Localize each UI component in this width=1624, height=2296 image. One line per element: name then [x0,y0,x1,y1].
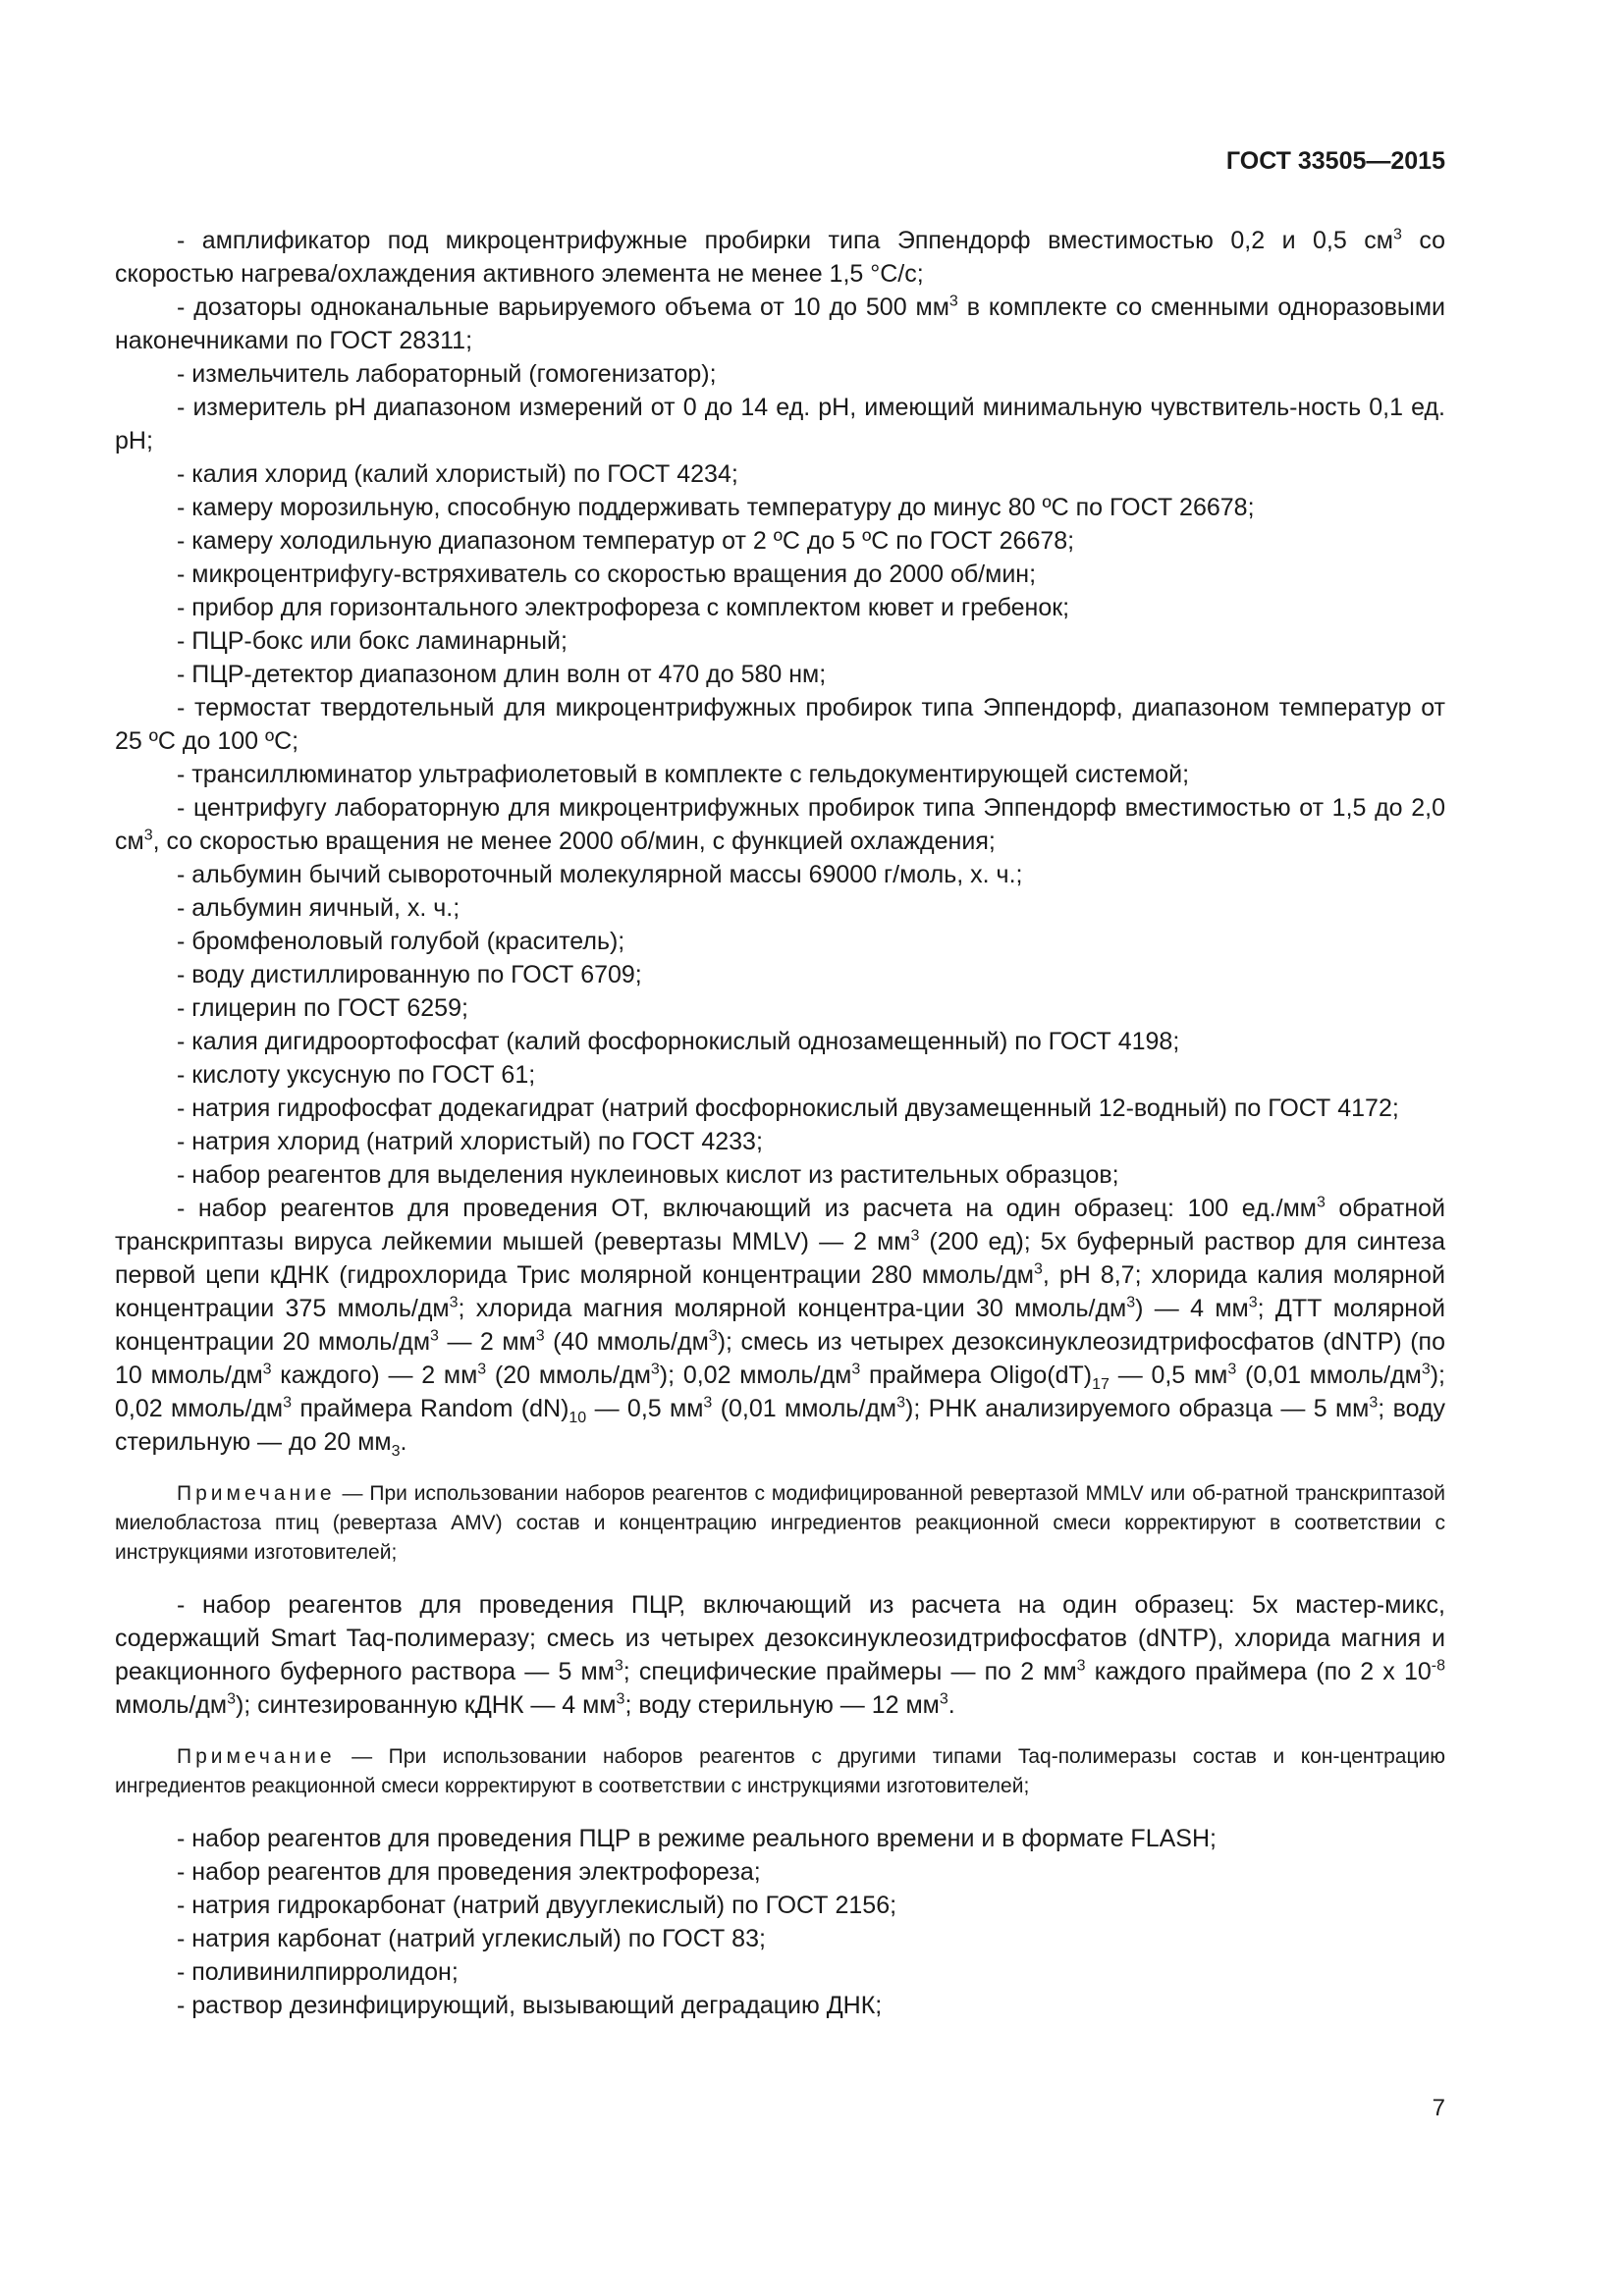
list-item: - набор реагентов для выделения нуклеиновых кислот из растительных образцов; [177,1161,1119,1189]
list-item: - бромфеноловый голубой (краситель); [177,928,625,955]
page-content [115,224,1445,2022]
document-header: ГОСТ 33505—2015 [1225,147,1445,175]
list-item: - камеру морозильную, способную поддерживать температуру до минус 80 ºС по ГОСТ 26678; [177,494,1255,521]
list-item: - амплификатор под микроцентрифужные пробирки типа Эппендорф вместимостью 0,2 и 0,5 $см^3$ со скоростью нагрева/охлаждения активного элемента не менее 1,5 °С/с; [115,226,1445,288]
list-item: - трансиллюминатор ультрафиолетовый в комплекте с гельдокументирующей системой; [177,761,1190,788]
list-item: - дозаторы одноканальные варьируемого объема от 10 до 500 $мм^3$ в комплекте со сменными одноразовыми наконечниками по ГОСТ 28311; [115,293,1445,354]
note-label: Примечание [177,1745,336,1768]
note-label: Примечание [177,1482,336,1505]
list-item: - камеру холодильную диапазоном температур от 2 ºС до 5 ºС по ГОСТ 26678; [177,527,1075,555]
list-item: - набор реагентов для проведения ОТ, включающий из расчета на один образец: 100 $ед./мм^3$ обратной транскриптазы вируса лейкемии мышей (ревертазы MMLV) — 2 $мм^3$ (200 ед); 5х буферный раствор для синтеза первой цепи кДНК (гидрохлорида Трис молярной концентрации 280 ммоль/$дм^3$, рН 8,7; хлорида калия молярной концентрации 375 ммоль/$дм^3$; хлорида магния молярной концентра-ции 30 ммоль/$дм^3$) — 4 $мм^3$; ДТТ молярной концентрации 20 ммоль/$дм^3$ — 2 $мм^3$ (40 ммоль/$дм^3$); смесь из четырех дезоксинуклеозидтрифосфатов (dNTP) (по 10 ммоль/$дм^3$ каждого) — 2 $мм^3$ (20 ммоль/$дм^3$); 0,02 ммоль/$дм^3$ праймера $Oligo(dT)_{17}$ — 0,5 $мм^3$ (0,01 ммоль/$дм^3$); 0,02 ммоль/$дм^3$ праймера Random $(dN)_{10}$ — 0,5 $мм^3$ (0,01 ммоль/$дм^3$); РНК анализируемого образца — 5 $мм^3$; воду стерильную — до 20 $мм_3$. [115,1194,1446,1460]
list-item: - измеритель рН диапазоном измерений от 0 до 14 ед. рН, имеющий минимальную чувствитель-ность 0,1 ед. рН; [115,394,1445,454]
list-item: - центрифугу лабораторную для микроцентрифужных пробирок типа Эппендорф вместимостью от 1,5 до 2,0 $см^3$, со скоростью вращения не менее 2000 об/мин, с функцией охлаждения; [115,794,1445,855]
list-item: - глицерин по ГОСТ 6259; [177,994,468,1022]
list-item: - калия хлорид (калий хлористый) по ГОСТ 4234; [177,460,738,488]
list-item: - альбумин яичный, х. ч.; [177,894,460,922]
list-item: - набор реагентов для проведения ПЦР, включающий из расчета на один образец: 5х мастер-микс, содержащий Smart Taq-полимеразу; смесь из четырех дезоксинуклеозидтрифосфатов (dNTP), хлорида магния и реакционного буферного раствора — 5 $мм^3$; специфические праймеры — по 2 $мм^3$ каждого праймера (по 2 х $10^{-8}$ ммоль/$дм^3$); синтезированную кДНК — 4 $мм^3$; воду стерильную — 12 $мм^3$. [115,1591,1445,1719]
list-item: - натрия карбонат (натрий углекислый) по ГОСТ 83; [177,1925,766,1952]
list-item: - набор реагентов для проведения электрофореза; [177,1858,761,1886]
list-item: - ПЦР-детектор диапазоном длин волн от 470 до 580 нм; [177,661,827,688]
list-item: - альбумин бычий сывороточный молекулярной массы 69000 г/моль, х. ч.; [177,861,1023,888]
list-item: - натрия хлорид (натрий хлористый) по ГОСТ 4233; [177,1128,763,1155]
page-number: 7 [1432,2095,1445,2121]
list-item: - раствор дезинфицирующий, вызывающий деградацию ДНК; [177,1992,883,2019]
list-item: - набор реагентов для проведения ПЦР в режиме реального времени и в формате FLASH; [177,1825,1217,1852]
note-paragraph: Примечание — При использовании наборов реагентов с модифицированной ревертазой MMLV или об-ратной транскриптазой миелобластоза птиц (ревертаза AMV) состав и концентрацию ингредиентов реакционной смеси корректируют в соответствии с инструкциями изготовителей; [115,1482,1445,1564]
list-item: - термостат твердотельный для микроцентрифужных пробирок типа Эппендорф, диапазоном температур от 25 ºС до 100 ºС; [115,694,1445,755]
list-item: - ПЦР-бокс или бокс ламинарный; [177,627,568,655]
list-item: - воду дистиллированную по ГОСТ 6709; [177,961,642,988]
note-paragraph: Примечание — При использовании наборов реагентов с другими типами Taq-полимеразы состав и кон-центрацию ингредиентов реакционной смеси корректируют в соответствии с инструкциями изготовителей; [115,1745,1445,1797]
list-item: - прибор для горизонтального электрофореза с комплектом кювет и гребенок; [177,594,1070,621]
list-item: - измельчитель лабораторный (гомогенизатор); [177,360,717,388]
list-item: - калия дигидроортофосфат (калий фосфорнокислый однозамещенный) по ГОСТ 4198; [177,1028,1180,1055]
list-item: - натрия гидрофосфат додекагидрат (натрий фосфорнокислый двузамещенный 12-водный) по ГОСТ 4172; [177,1095,1399,1122]
list-item: - микроцентрифугу-встряхиватель со скоростью вращения до 2000 об/мин; [177,561,1037,588]
list-item: - поливинилпирролидон; [177,1958,459,1986]
list-item: - кислоту уксусную по ГОСТ 61; [177,1061,536,1089]
list-item: - натрия гидрокарбонат (натрий двууглекислый) по ГОСТ 2156; [177,1892,897,1919]
